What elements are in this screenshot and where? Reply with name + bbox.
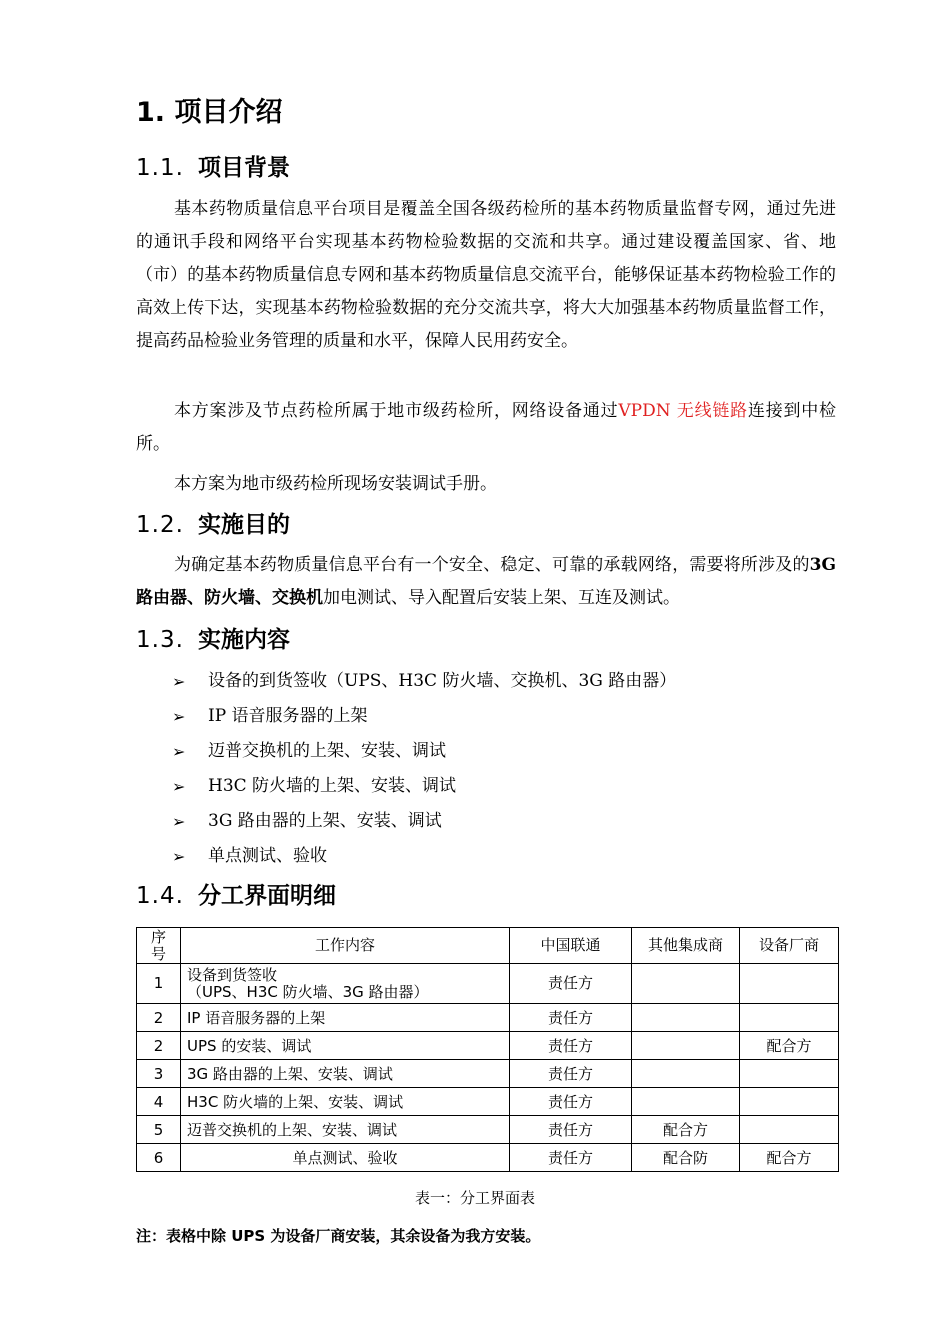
table-cell: [740, 1116, 839, 1144]
table-cell: 3: [137, 1060, 181, 1088]
table-row: [137, 1144, 839, 1172]
table-cell: 责任方: [510, 1032, 632, 1060]
heading-title: 项目背景: [198, 155, 290, 181]
table-cell: [632, 1088, 740, 1116]
table-cell: 5: [137, 1116, 181, 1144]
heading-number: 1.4.: [136, 883, 184, 909]
table-header-row: [137, 928, 839, 964]
table-row: [137, 964, 839, 1004]
heading-number: 1.2.: [136, 512, 184, 538]
responsibility-table: [136, 927, 839, 1172]
list-item-text: 单点测试、验收: [208, 846, 327, 866]
text: 本方案涉及节点药检所属于地市级药检所，网络设备通过: [174, 401, 619, 421]
list-item: [172, 769, 676, 804]
table-cell: 1: [137, 964, 181, 1004]
table-cell: [740, 1004, 839, 1032]
table-cell: [740, 1088, 839, 1116]
table-cell: H3C 防火墙的上架、安装、调试: [181, 1088, 510, 1116]
table-row: [137, 1032, 839, 1060]
heading-title: 实施内容: [198, 627, 290, 653]
table-cell: [632, 1032, 740, 1060]
table-row: [137, 1060, 839, 1088]
table-cell: 配合防: [632, 1144, 740, 1172]
table-cell: 责任方: [510, 1004, 632, 1032]
heading-number: 1.1.: [136, 155, 184, 181]
table-cell: 2: [137, 1032, 181, 1060]
paragraph-scope: [136, 395, 836, 461]
list-item-text: H3C 防火墙的上架、安装、调试: [208, 776, 457, 796]
table-cell: 2: [137, 1004, 181, 1032]
text: 为确定基本药物质量信息平台有一个安全、稳定、可靠的承载网络，需要将所涉及的: [174, 555, 810, 575]
heading-1-4: [136, 880, 336, 912]
bold-text: 3G 路由器、防火墙、交换机: [136, 555, 836, 608]
text: 连接到中检所。: [136, 401, 837, 454]
list-item: [172, 839, 676, 874]
header-vendor: 设备厂商: [740, 928, 839, 964]
heading-1: 1. 项目介绍: [136, 97, 283, 128]
paragraph-manual: 本方案为地市级药检所现场安装调试手册。: [174, 474, 497, 494]
text: 加电测试、导入配置后安装上架、互连及测试。: [323, 588, 680, 608]
heading-title: 实施目的: [198, 512, 290, 538]
arrow-bullet-icon: ➢: [172, 812, 186, 831]
heading-1-2: [136, 509, 290, 541]
header-unicom: 中国联通: [510, 928, 632, 964]
table-cell: 责任方: [510, 1060, 632, 1088]
table-row: [137, 1116, 839, 1144]
table-cell: IP 语音服务器的上架: [181, 1004, 510, 1032]
highlight-text: VPDN 无线链路: [618, 401, 748, 421]
arrow-bullet-icon: ➢: [172, 777, 186, 796]
header-work: 工作内容: [181, 928, 510, 964]
table-cell: 4: [137, 1088, 181, 1116]
heading-title: 分工界面明细: [198, 883, 336, 909]
list-item-text: IP 语音服务器的上架: [208, 706, 368, 726]
table-cell: [632, 1004, 740, 1032]
arrow-bullet-icon: ➢: [172, 707, 186, 726]
table-cell: 配合方: [632, 1116, 740, 1144]
arrow-bullet-icon: ➢: [172, 847, 186, 866]
table-row: [137, 1088, 839, 1116]
heading-1-3: [136, 624, 290, 656]
table-cell: 配合方: [740, 1144, 839, 1172]
list-item: [172, 804, 676, 839]
list-item-text: 迈普交换机的上架、安装、调试: [208, 741, 446, 761]
heading-1-1: [136, 152, 290, 184]
table-cell: [632, 964, 740, 1004]
table-cell: [740, 964, 839, 1004]
table-cell: 迈普交换机的上架、安装、调试: [181, 1116, 510, 1144]
list-item: [172, 734, 676, 769]
table-cell: 设备到货签收 （UPS、H3C 防火墙、3G 路由器）: [181, 964, 510, 1004]
table-cell: 责任方: [510, 1144, 632, 1172]
list-item: [172, 664, 676, 699]
header-integrator: 其他集成商: [632, 928, 740, 964]
list-item-text: 设备的到货签收（UPS、H3C 防火墙、交换机、3G 路由器）: [208, 671, 677, 691]
list-item-text: 3G 路由器的上架、安装、调试: [208, 811, 442, 831]
table-cell: [740, 1060, 839, 1088]
table-cell: 配合方: [740, 1032, 839, 1060]
table-caption: 表一：分工界面表: [414, 1189, 535, 1207]
table-cell: 3G 路由器的上架、安装、调试: [181, 1060, 510, 1088]
header-seq: 序 号: [137, 928, 181, 964]
table-cell: 责任方: [510, 1088, 632, 1116]
table-cell: UPS 的安装、调试: [181, 1032, 510, 1060]
table-cell: 责任方: [510, 1116, 632, 1144]
table-note: 注：表格中除 UPS 为设备厂商安装，其余设备为我方安装。: [136, 1227, 541, 1245]
arrow-bullet-icon: ➢: [172, 742, 186, 761]
list-item: [172, 699, 676, 734]
heading-number: 1.3.: [136, 627, 184, 653]
table-cell: 单点测试、验收: [181, 1144, 510, 1172]
content-list: [172, 664, 676, 874]
paragraph-purpose: [136, 549, 836, 615]
table-row: [137, 1004, 839, 1032]
arrow-bullet-icon: ➢: [172, 672, 186, 691]
paragraph-background: 基本药物质量信息平台项目是覆盖全国各级药检所的基本药物质量监督专网，通过先进的通讯手段和网络平台实现基本药物检验数据的交流和共享。通过建设覆盖国家、省、地（市）的基本药物质量信息专网和基本药物质量信息交流平台，能够保证基本药物检验工作的高效上传下达，实现基本药物检验数据的充分交流共享，将大大加强基本药物质量监督工作，提高药品检验业务管理的质量和水平，保障人民用药安全。: [136, 199, 836, 351]
table-cell: 6: [137, 1144, 181, 1172]
table-cell: [632, 1060, 740, 1088]
table-cell: 责任方: [510, 964, 632, 1004]
